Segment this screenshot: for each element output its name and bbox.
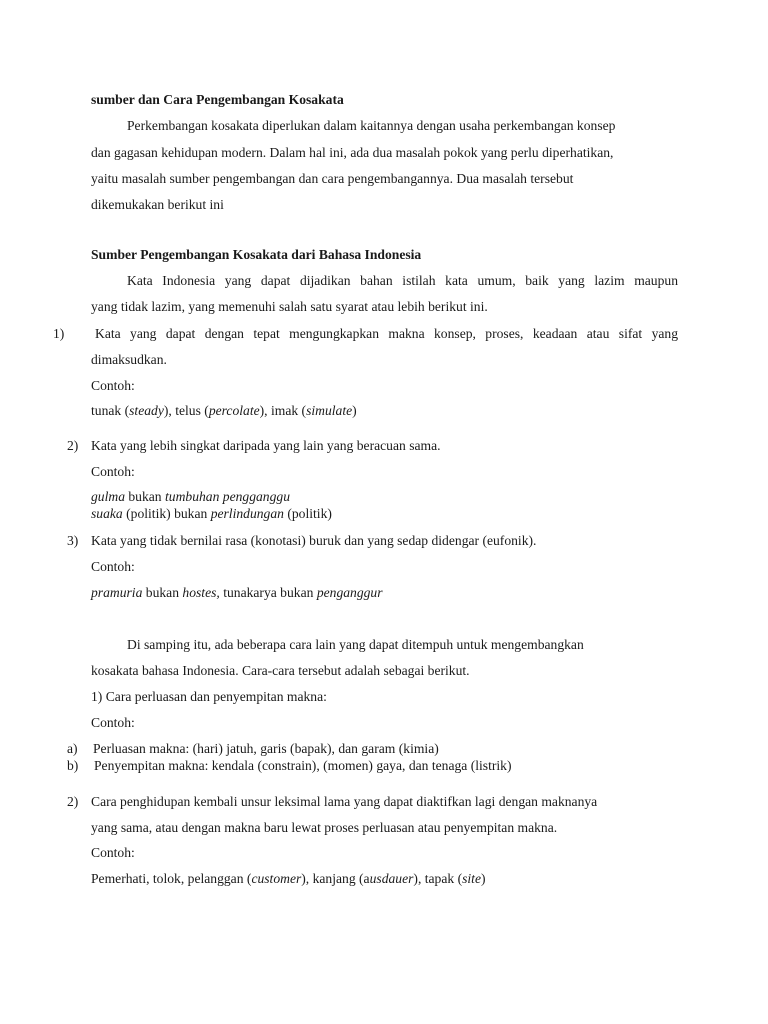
sublist-letter: b): [67, 758, 79, 773]
sublist-letter: a): [67, 741, 78, 756]
paragraph-line: dikemukakan berikut ini: [91, 197, 224, 212]
list-item-text: Kata yang lebih singkat daripada yang lain yang beracuan sama.: [91, 438, 441, 453]
paragraph-line: yaitu masalah sumber pengembangan dan cara pengembangannya. Dua masalah tersebut: [91, 171, 574, 186]
paragraph-line: Perkembangan kosakata diperlukan dalam kaitannya dengan usaha perkembangan konsep: [127, 118, 616, 133]
example-label: Contoh:: [91, 715, 135, 730]
example-line: gulma bukan tumbuhan pengganggu: [91, 489, 290, 504]
example-label: Contoh:: [91, 378, 135, 393]
paragraph-line: dan gagasan kehidupan modern. Dalam hal ini, ada dua masalah pokok yang perlu diperhatikan,: [91, 145, 614, 160]
subsection-heading: Sumber Pengembangan Kosakata dari Bahasa Indonesia: [91, 247, 422, 262]
list-number: 2): [67, 438, 79, 453]
example-label: Contoh:: [91, 845, 135, 860]
list-item-text: Cara penghidupan kembali unsur leksimal lama yang dapat diaktifkan lagi dengan maknanya: [91, 794, 598, 809]
paragraph-line: kosakata bahasa Indonesia. Cara-cara tersebut adalah sebagai berikut.: [91, 663, 470, 678]
paragraph-line: yang tidak lazim, yang memenuhi salah satu syarat atau lebih berikut ini.: [91, 299, 488, 314]
section-heading: sumber dan Cara Pengembangan Kosakata: [91, 92, 344, 107]
list-item-text: Kata yang dapat dengan tepat mengungkapkan makna konsep, proses, keadaan atau sifat yang: [95, 326, 678, 341]
example-line: tunak (steady), telus (percolate), imak (simulate): [91, 403, 357, 418]
example-line: pramuria bukan hostes, tunakarya bukan penganggur: [91, 585, 383, 600]
sublist-item: Penyempitan makna: kendala (constrain), (momen) gaya, dan tenaga (listrik): [94, 758, 512, 773]
list-number: 1): [53, 326, 65, 341]
paragraph-line: Di samping itu, ada beberapa cara lain yang dapat ditempuh untuk mengembangkan: [127, 637, 584, 652]
list-number: 2): [67, 794, 79, 809]
example-label: Contoh:: [91, 559, 135, 574]
list-item-text: Kata yang tidak bernilai rasa (konotasi) buruk dan yang sedap didengar (eufonik).: [91, 533, 537, 548]
example-line: Pemerhati, tolok, pelanggan (customer), kanjang (ausdauer), tapak (site): [91, 871, 486, 886]
list-number: 3): [67, 533, 79, 548]
paragraph-line: Kata Indonesia yang dapat dijadikan bahan istilah kata umum, baik yang lazim maupun: [127, 273, 678, 288]
example-line: suaka (politik) bukan perlindungan (politik): [91, 506, 332, 521]
example-label: Contoh:: [91, 464, 135, 479]
method-label: 1) Cara perluasan dan penyempitan makna:: [91, 689, 327, 704]
sublist-item: Perluasan makna: (hari) jatuh, garis (bapak), dan garam (kimia): [93, 741, 439, 756]
list-item-text: yang sama, atau dengan makna baru lewat proses perluasan atau penyempitan makna.: [91, 820, 558, 835]
list-item-text: dimaksudkan.: [91, 352, 167, 367]
